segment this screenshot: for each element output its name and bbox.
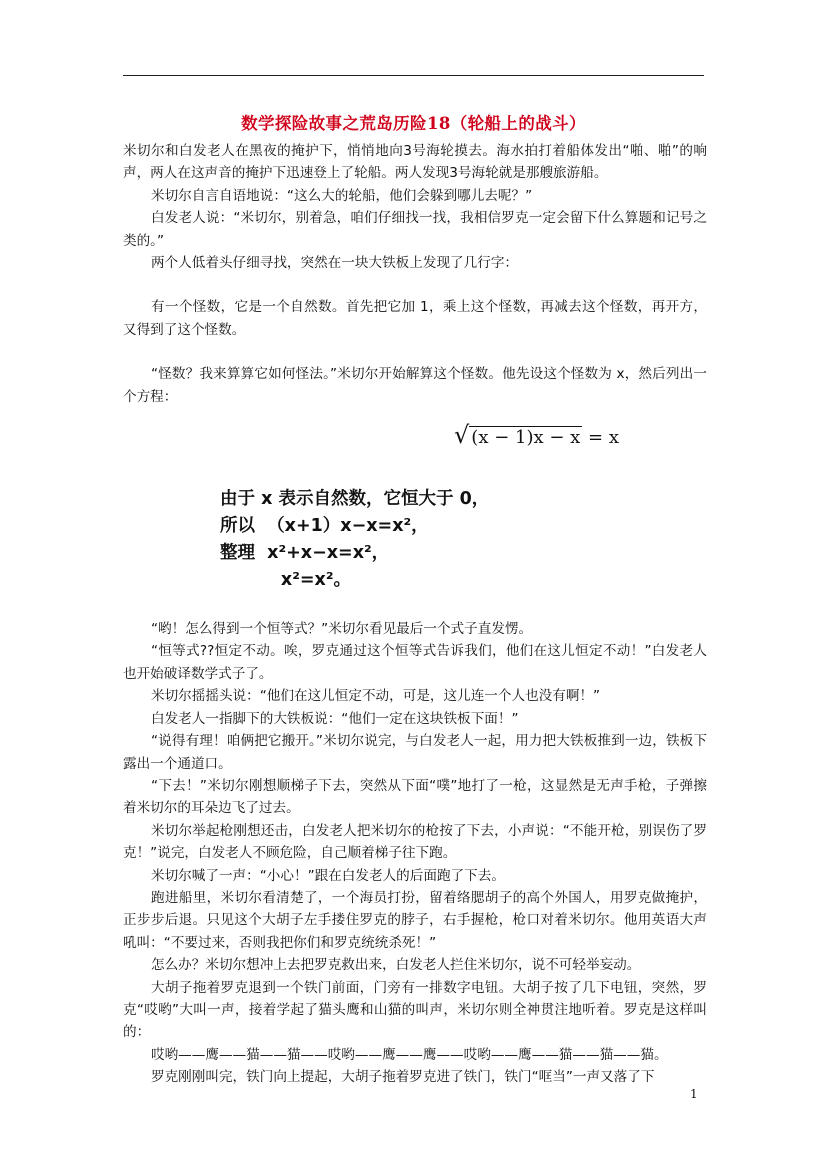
equation-rhs: = x (588, 427, 620, 448)
paragraph: “怪数？我来算算它如何怪法。”米切尔开始解算这个怪数。他先设这个怪数为 x，然后列出一个方程： (123, 366, 707, 405)
article-body (123, 140, 707, 1089)
paragraph: 哎哟——鹰——猫——猫——哎哟——鹰——鹰——哎哟——鹰——猫——猫——猫。 (151, 1046, 668, 1063)
paragraph: 两个人低着头仔细寻找，突然在一块大铁板上发现了几行字： (151, 255, 519, 272)
paragraph: 米切尔自言自语地说：“这么大的轮船，他们会躲到哪儿去呢？” (151, 187, 533, 204)
math-line: 整理 x²+x−x=x²， (220, 543, 390, 563)
paragraph: 白发老人一指脚下的大铁板说：“他们一定在这块铁板下面！” (151, 710, 519, 727)
paragraph: 米切尔举起枪刚想还击，白发老人把米切尔的枪按了下去，小声说：“不能开枪，别误伤了罗克！”说完，白发老人不顾危险，自己顺着梯子往下跑。 (123, 822, 707, 862)
equation (454, 421, 619, 449)
page-number: 1 (690, 1087, 698, 1101)
paragraph: 怎么办？米切尔想冲上去把罗克救出来，白发老人拦住米切尔，说不可轻举妄动。 (151, 957, 641, 974)
paragraph: “哟！怎么得到一个恒等式？”米切尔看见最后一个式子直发愣。 (151, 621, 533, 638)
paragraph: 跑进船里，米切尔看清楚了，一个海员打扮，留着络腮胡子的高个外国人，用罗克做掩护，正步步后退。只见这个大胡子左手搂住罗克的脖子，右手握枪，枪口对着米切尔。他用英语大声吼叫：“不要过来，否则我把你们和罗克统统杀死！” (123, 889, 707, 951)
header-rule (123, 75, 704, 76)
paragraph: 米切尔和白发老人在黑夜的掩护下，悄悄地向3号海轮摸去。海水拍打着船体发出“啪、啪”的响声，两人在这声音的掩护下迅速登上了轮船。两人发现3号海轮就是那艘旅游船。 (123, 143, 707, 182)
paragraph: 米切尔摇摇头说：“他们在这儿恒定不动，可是，这儿连一个人也没有啊！” (151, 688, 601, 705)
sqrt-sign: √ (454, 421, 470, 449)
riddle-text: 有一个怪数，它是一个自然数。首先把它加 1，乘上这个怪数，再减去这个怪数，再开方，又得到了这个怪数。 (123, 299, 707, 338)
math-line: 所以 （x+1）x−x=x²， (220, 516, 429, 536)
page-title: 数学探险故事之荒岛历险18（轮船上的战斗） (241, 114, 586, 133)
paragraph: “恒等式??恒定不动。唉，罗克通过这个恒等式告诉我们，他们在这儿恒定不动！”白发老人也开始破译数学式子了。 (123, 643, 707, 682)
paragraph: 罗克刚刚叫完，铁门向上提起，大胡子拖着罗克进了铁门，铁门“哐当”一声又落了下 (151, 1069, 655, 1086)
paragraph: 白发老人说：“米切尔，别着急，咱们仔细找一找，我相信罗克一定会留下什么算题和记号之类的。” (123, 210, 707, 249)
math-line: x²=x²。 (220, 570, 351, 590)
paragraph: 大胡子拖着罗克退到一个铁门前面，门旁有一排数字电钮。大胡子按了几下电钮，突然，罗克“哎哟”大叫一声，接着学起了猫头鹰和山猫的叫声，米切尔则全神贯注地听着。罗克是这样叫的： (123, 979, 707, 1041)
paragraph: “说得有理！咱俩把它搬开。”米切尔说完，与白发老人一起，用力把大铁板推到一边，铁板下露出一个通道口。 (123, 733, 707, 772)
equation-radicand: (x − 1)x − x (471, 427, 581, 448)
paragraph: “下去！”米切尔刚想顺梯子下去，突然从下面“噗”地打了一枪，这显然是无声手枪，子弹擦着米切尔的耳朵边飞了过去。 (123, 777, 707, 817)
math-derivation (220, 486, 489, 594)
paragraph: 米切尔喊了一声：“小心！”跟在白发老人的后面跑了下去。 (151, 867, 505, 884)
math-line: 由于 x 表示自然数，它恒大于 0， (220, 489, 490, 509)
